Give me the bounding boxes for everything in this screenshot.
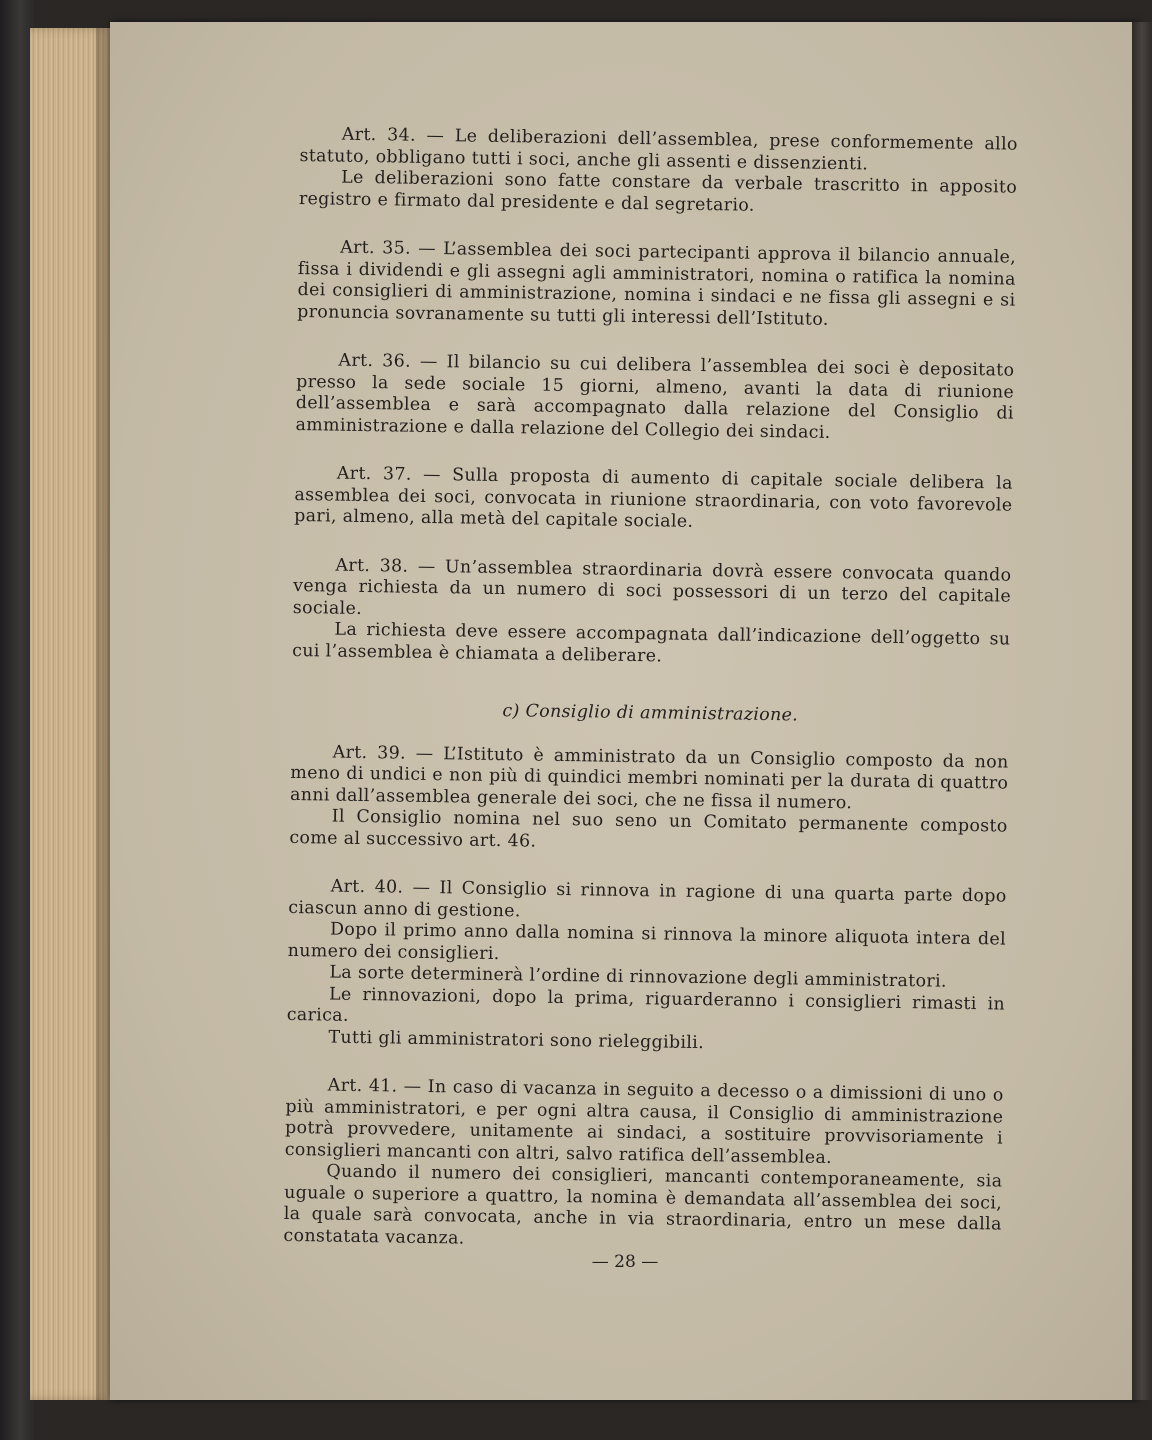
page-text — [283, 124, 1018, 1285]
next-page-edge — [1132, 22, 1152, 1400]
article — [294, 463, 1013, 538]
article-paragraph: Art. 41. — In caso di vacanza in seguito a decesso o a dimissioni di uno o più amministratori, e per ogni altra causa, il Consiglio di amministrazione potrà provvedere, unitamente ai sindaci, a sostituire provvisoriamente i consiglieri mancanti con altri, salvo ratifica dell’assemblea. — [284, 1075, 1004, 1168]
article-paragraph: Art. 39. — L’Istituto è amministrato da un Consiglio composto da non meno di undici e non più di quindici membri nominati per la durata di quattro anni dall’assemblea generale dei soci, che ne fissa il numero. — [289, 742, 1009, 813]
article-paragraph: Dopo il primo anno dalla nomina si rinnova la minore aliquota intera del numero dei consiglieri. — [287, 919, 1007, 964]
article-paragraph: Art. 38. — Un’assemblea straordinaria dovrà essere convocata quando venga richiesta da un numero di soci possessori di un terzo del capitale sociale. — [292, 555, 1012, 619]
article-paragraph: Tutti gli amministratori sono rieleggibili. — [328, 1027, 705, 1053]
articles-after-section — [283, 741, 1008, 1257]
article — [283, 1075, 1003, 1258]
article-paragraph: La richiesta deve essere accompagnata dall’indicazione dell’oggetto su cui l’assemblea è chiamata a deliberare. — [292, 619, 1011, 666]
article — [297, 237, 1016, 334]
article-paragraph: Le rinnovazioni, dopo la prima, riguarderanno i consiglieri rimasti in carica. — [286, 984, 1006, 1026]
article — [289, 741, 1009, 859]
article-paragraph: Art. 37. — Sulla proposta di aumento di capitale sociale delibera la assemblea dei soci, convocata in riunione straordinaria, con voto favorevole pari, almeno, alla metà del capitale sociale. — [294, 463, 1013, 532]
article-paragraph: Art. 36. — Il bilancio su cui delibera l’assemblea dei soci è depositato presso la sede sociale 15 giorni, almeno, avanti la data di riunione dell’assemblea e sarà accompagnato dalla relazione del Consiglio di amministrazione e dalla relazione del Collegio dei sindaci. — [295, 350, 1015, 443]
article-paragraph: La sorte determinerà l’ordine di rinnovazione degli amministratori. — [329, 962, 947, 992]
article — [299, 124, 1018, 221]
book-spine — [0, 0, 34, 1440]
article-paragraph: Il Consiglio nomina nel suo seno un Comitato permanente composto come al successivo art. 46. — [289, 806, 1008, 852]
article-paragraph: Le deliberazioni sono fatte constare da verbale trascritto in apposito registro e firmato dal presidente e dal segretario. — [298, 167, 1018, 216]
articles-before-section — [292, 124, 1018, 673]
article — [286, 876, 1006, 1059]
page-number: — 28 — — [591, 1252, 659, 1272]
article-paragraph: Art. 40. — Il Consiglio si rinnova in ragione di una quarta parte dopo ciascun anno di gestione. — [288, 876, 1007, 921]
article — [292, 554, 1012, 672]
section-heading: c) Consiglio di amministrazione. — [502, 701, 799, 726]
article-paragraph: Quando il numero dei consiglieri, mancanti contemporaneamente, sia uguale o superiore a quattro, la nomina è demandata all’assemblea dei soci, la quale sarà convocata, anche in via straordinaria, entro un mese dalla constatata vacanza. — [283, 1161, 1003, 1249]
article — [295, 350, 1014, 447]
article-paragraph: Art. 34. — Le deliberazioni dell’assemblea, prese conformemente allo statuto, obbligano tutti i soci, anche gli assenti e dissenzienti. — [299, 124, 1018, 174]
article-paragraph: Art. 35. — L’assemblea dei soci partecipanti approva il bilancio annuale, fissa i dividendi e gli assegni agli amministratori, nomina o ratifica la nomina dei consiglieri di amministrazione, nomina i sindaci e ne fissa gli assegni e si pronuncia sovranamente su tutti gli interessi dell’Istituto. — [297, 237, 1017, 330]
